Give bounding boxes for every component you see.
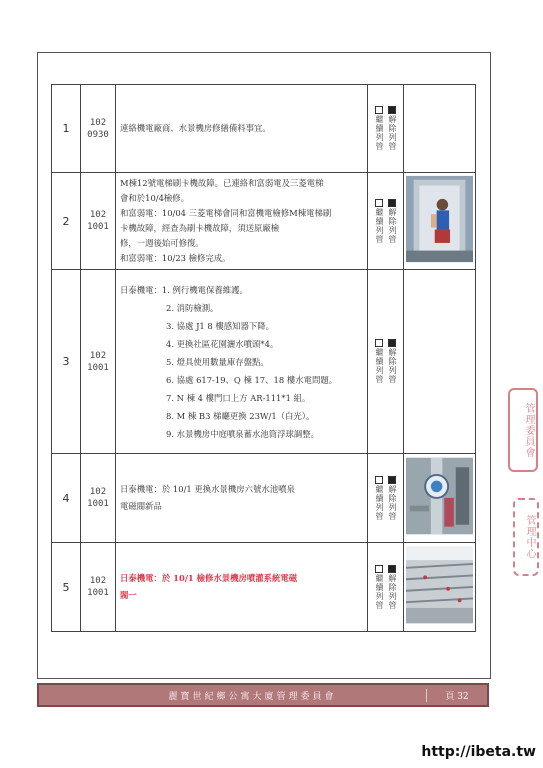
photo-cell — [404, 454, 476, 543]
content-line: 6. 協處 617-19、Q 棟 17、18 樓水電問題。 — [166, 374, 338, 385]
continue-checkbox[interactable] — [375, 106, 383, 114]
elevator-repair-photo — [406, 175, 473, 263]
content-line: 修，一週後始可修復。 — [120, 238, 204, 248]
management-center-stamp: 管理中心 — [513, 498, 539, 576]
content-line: 3. 協處 J1 8 樓感知器下降。 — [166, 320, 275, 331]
row-number: 3 — [52, 270, 81, 454]
content-line: 和富弱電：10/23 檢修完成。 — [120, 253, 231, 263]
photo-cell — [404, 85, 476, 173]
solenoid-valve-photo — [406, 456, 473, 536]
continue-checkbox[interactable] — [375, 199, 383, 207]
content-line: 2. 消防檢測。 — [166, 302, 219, 313]
resolved-checkbox[interactable] — [388, 106, 396, 114]
resolved-label: 解除列管 — [388, 115, 397, 151]
page-number: 頁 32 — [426, 689, 487, 702]
row-number: 2 — [52, 173, 81, 270]
committee-stamp: 管理委員會 — [508, 388, 538, 472]
footer-bar — [37, 683, 489, 707]
continue-label: 繼續列管 — [375, 115, 384, 151]
content-line: 8. M 棟 B3 梯廳更換 23W/1（白光）。 — [166, 410, 315, 421]
status-cell — [368, 270, 404, 454]
table-row — [52, 454, 476, 543]
row-date: 102 1001 — [81, 270, 116, 454]
continue-checkbox[interactable] — [375, 476, 383, 484]
status-cell — [368, 454, 404, 543]
photo-cell — [404, 270, 476, 454]
status-cell — [368, 85, 404, 173]
table-row — [52, 85, 476, 173]
continue-label: 繼續列管 — [375, 573, 384, 610]
resolved-label: 解除列管 — [388, 348, 397, 384]
content-line: 電磁閥新品 — [120, 501, 162, 511]
table-row — [52, 173, 476, 270]
row-content — [116, 543, 368, 632]
row-date: 102 0930 — [81, 85, 116, 173]
row-number: 1 — [52, 85, 81, 173]
content-line: 會和於10/4檢修。 — [120, 193, 190, 203]
resolved-checkbox[interactable] — [388, 199, 396, 207]
content-line: 閥一 — [120, 590, 137, 600]
row-content — [116, 85, 368, 173]
content-line: 5. 燈具使用數量庫存盤點。 — [166, 356, 269, 367]
content-line: 7. N 棟 4 樓門口上方 AR-111*1 組。 — [166, 392, 311, 403]
content-line: 和富弱電：10/04 三菱電梯會同和富機電檢修M棟電梯刷 — [120, 208, 332, 218]
continue-checkbox[interactable] — [375, 339, 383, 347]
row-date: 102 1001 — [81, 543, 116, 632]
row-number: 4 — [52, 454, 81, 543]
row-content — [116, 173, 368, 270]
table-row — [52, 543, 476, 632]
footer-title: 麗寶世紀鄉公寓大廈管理委員會 — [168, 691, 337, 702]
status-cell — [368, 173, 404, 270]
photo-cell — [404, 543, 476, 632]
resolved-label: 解除列管 — [388, 207, 397, 244]
content-line: 日泰機電：於 10/1 檢修水景機房噴灌系統電磁 — [120, 573, 298, 583]
content-line: M棟12號電梯刷卡機故障。已連絡和富弱電及三菱電梯 — [120, 178, 324, 188]
content-line: 4. 更換社區花園灑水噴頭*4。 — [166, 338, 279, 349]
maintenance-log-table — [51, 84, 476, 632]
status-cell — [368, 543, 404, 632]
content-line: 連絡機電廠商、水景機房修繕備料事宜。 — [120, 123, 271, 134]
resolved-checkbox[interactable] — [388, 565, 396, 573]
content-line: 日泰機電：1. 例行機電保養維護。 — [120, 284, 248, 295]
resolved-checkbox[interactable] — [388, 476, 396, 484]
irrigation-pipe-photo — [406, 545, 473, 625]
row-content — [116, 454, 368, 543]
row-date: 102 1001 — [81, 454, 116, 543]
table-row — [52, 270, 476, 454]
watermark-url: http://ibeta.tw — [421, 744, 536, 760]
content-line: 卡機故障，經查為刷卡機故障，須送原廠檢 — [120, 223, 280, 233]
continue-label: 繼續列管 — [375, 484, 384, 521]
content-line: 9. 水景機房中庭噴泉蓄水池筒浮球調整。 — [166, 428, 320, 439]
row-content — [116, 270, 368, 454]
resolved-checkbox[interactable] — [388, 339, 396, 347]
resolved-label: 解除列管 — [388, 484, 397, 521]
resolved-label: 解除列管 — [388, 573, 397, 610]
row-number: 5 — [52, 543, 81, 632]
content-line: 日泰機電：於 10/1 更換水景機房六號水池噴泉 — [120, 484, 295, 494]
continue-label: 繼續列管 — [375, 207, 384, 244]
continue-checkbox[interactable] — [375, 565, 383, 573]
photo-cell — [404, 173, 476, 270]
row-date: 102 1001 — [81, 173, 116, 270]
continue-label: 繼續列管 — [375, 348, 384, 384]
